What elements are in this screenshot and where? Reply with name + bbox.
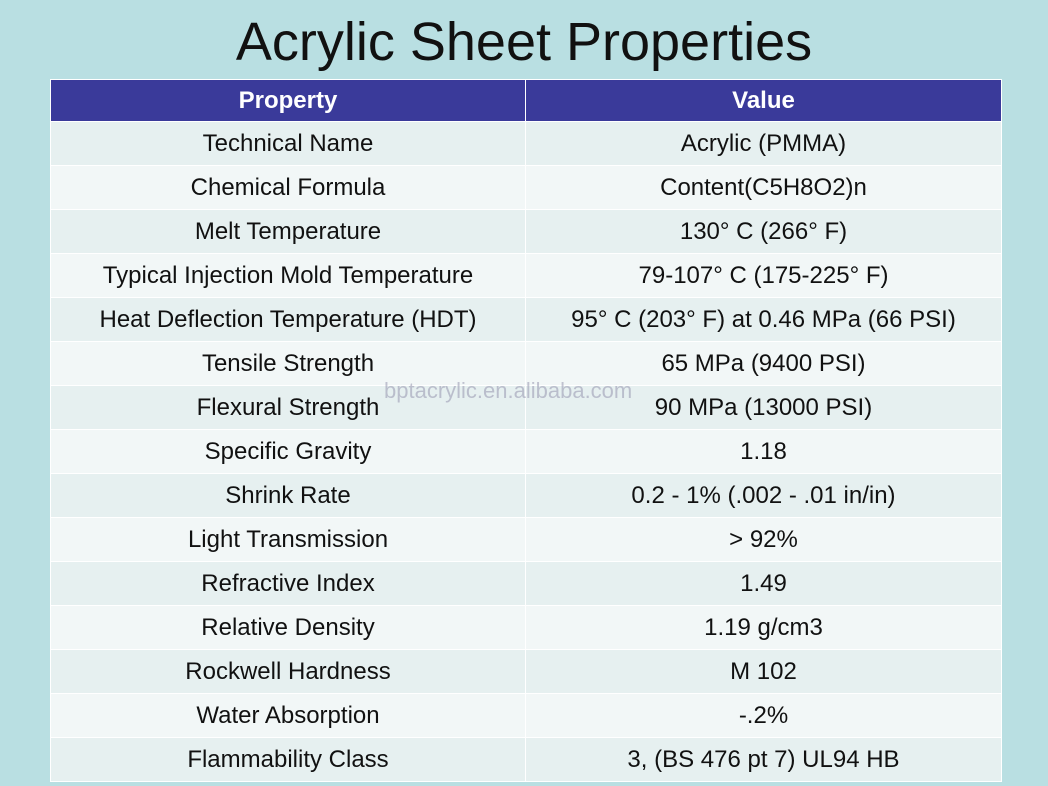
table-row — [51, 474, 1002, 518]
table-row — [51, 518, 1002, 562]
property-cell: Flammability Class — [51, 738, 526, 782]
table-row — [51, 342, 1002, 386]
value-cell: 130° C (266° F) — [526, 210, 1002, 254]
property-cell: Typical Injection Mold Temperature — [51, 254, 526, 298]
property-cell: Specific Gravity — [51, 430, 526, 474]
property-cell: Technical Name — [51, 122, 526, 166]
property-cell: Melt Temperature — [51, 210, 526, 254]
value-cell: > 92% — [526, 518, 1002, 562]
value-cell: 95° C (203° F) at 0.46 MPa (66 PSI) — [526, 298, 1002, 342]
table-row — [51, 650, 1002, 694]
property-cell: Relative Density — [51, 606, 526, 650]
value-cell: Content(C5H8O2)n — [526, 166, 1002, 210]
value-cell: 1.49 — [526, 562, 1002, 606]
value-cell: 90 MPa (13000 PSI) — [526, 386, 1002, 430]
table-row — [51, 386, 1002, 430]
property-cell: Rockwell Hardness — [51, 650, 526, 694]
value-cell: 1.18 — [526, 430, 1002, 474]
property-cell: Chemical Formula — [51, 166, 526, 210]
table-row — [51, 738, 1002, 782]
watermark: bptacrylic.en.alibaba.com — [384, 378, 633, 403]
value-cell: 79-107° C (175-225° F) — [526, 254, 1002, 298]
header-value: Value — [526, 80, 1002, 122]
table-row — [51, 122, 1002, 166]
property-cell: Refractive Index — [51, 562, 526, 606]
property-cell: Light Transmission — [51, 518, 526, 562]
table-row — [51, 298, 1002, 342]
table-row — [51, 430, 1002, 474]
table-row — [51, 562, 1002, 606]
property-cell: Shrink Rate — [51, 474, 526, 518]
value-cell: Acrylic (PMMA) — [526, 122, 1002, 166]
table-row — [51, 166, 1002, 210]
property-cell: Flexural Strength — [51, 386, 526, 430]
property-cell: Tensile Strength — [51, 342, 526, 386]
properties-table — [50, 79, 1002, 782]
value-cell: 3, (BS 476 pt 7) UL94 HB — [526, 738, 1002, 782]
table-header-row — [51, 80, 1002, 122]
table-row — [51, 694, 1002, 738]
property-cell: Water Absorption — [51, 694, 526, 738]
value-cell: 65 MPa (9400 PSI) — [526, 342, 1002, 386]
table-row — [51, 606, 1002, 650]
value-cell: 1.19 g/cm3 — [526, 606, 1002, 650]
table-row — [51, 254, 1002, 298]
header-property: Property — [51, 80, 526, 122]
value-cell: M 102 — [526, 650, 1002, 694]
table-row — [51, 210, 1002, 254]
value-cell: -.2% — [526, 694, 1002, 738]
page-title: Acrylic Sheet Properties — [235, 12, 813, 72]
value-cell: 0.2 - 1% (.002 - .01 in/in) — [526, 474, 1002, 518]
property-cell: Heat Deflection Temperature (HDT) — [51, 298, 526, 342]
